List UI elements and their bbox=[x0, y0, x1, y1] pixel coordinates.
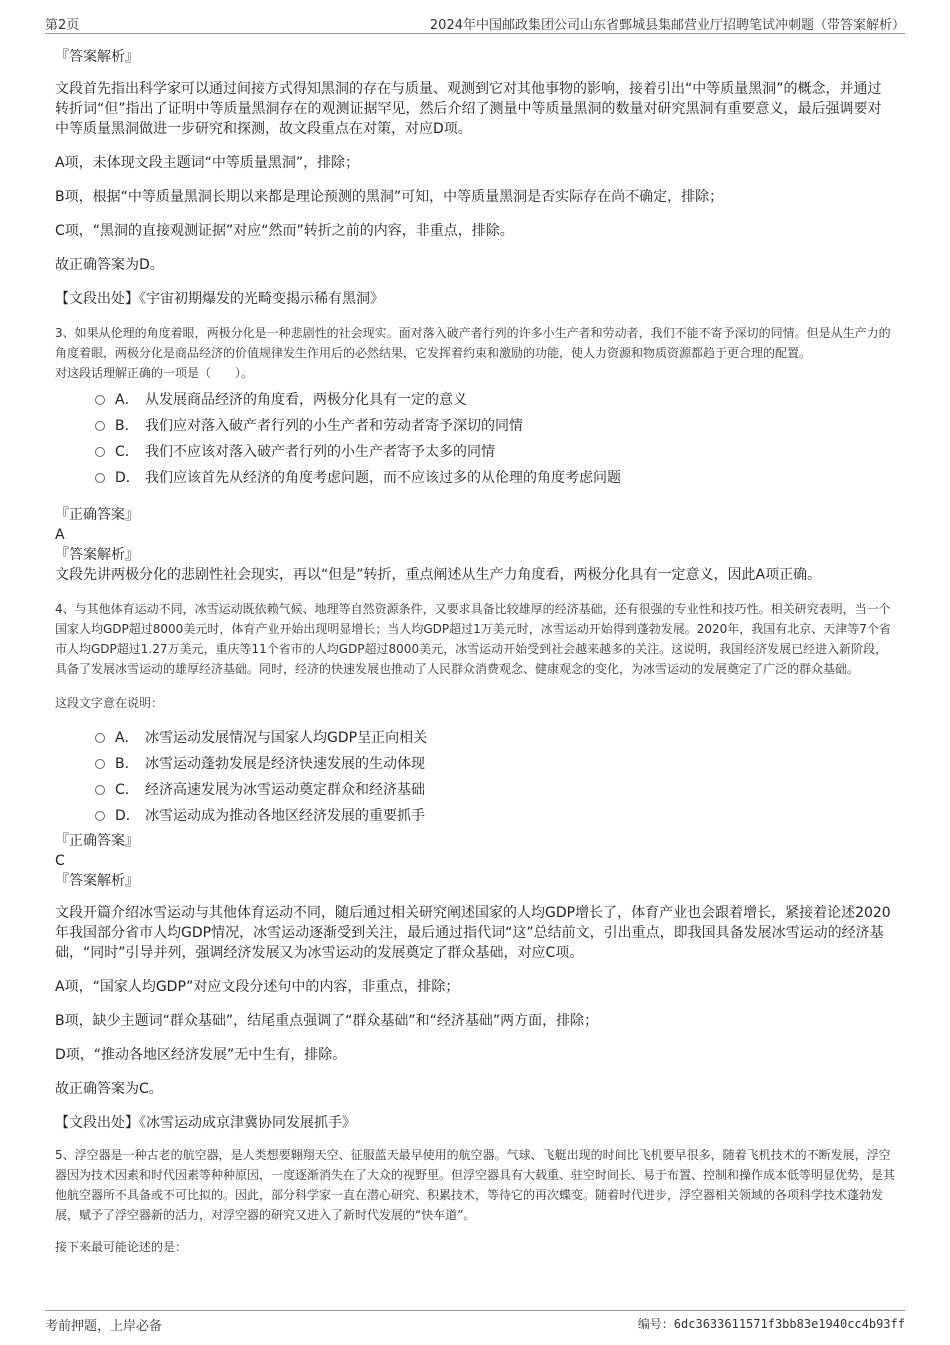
option-text: 冰雪运动成为推动各地区经济发展的重要抓手 bbox=[145, 808, 425, 824]
q4-option-b[interactable] bbox=[95, 751, 895, 777]
option-letter: D． bbox=[115, 470, 140, 486]
option-letter: C． bbox=[115, 782, 139, 798]
q3-question: 对这段话理解正确的一项是（ ）。 bbox=[55, 366, 254, 380]
option-text: 冰雪运动发展情况与国家人均GDP呈正向相关 bbox=[145, 730, 428, 746]
q4-source: 【文段出处】《冰雪运动成京津冀协同发展抓手》 bbox=[55, 1115, 356, 1131]
radio-icon[interactable] bbox=[95, 733, 105, 743]
q2-analysis-label: 『答案解析』 bbox=[55, 49, 139, 65]
q2-analysis-text: 文段首先指出科学家可以通过间接方式得知黑洞的存在与质量、观测到它对其他事物的影响，接着引出“中等质量黑洞”的概念，并通过转折词“但”指出了证明中等质量黑洞存在的观测证据罕见，然后介绍了测量中等质量黑洞的数量对研究黑洞有重要意义，最后强调要对中等质量黑洞做进一步研究和探测，故文段重点在对策，对应D项。 bbox=[55, 81, 882, 137]
q4-analysis-label: 『答案解析』 bbox=[55, 873, 139, 889]
option-letter: A． bbox=[115, 730, 139, 746]
radio-icon[interactable] bbox=[95, 421, 105, 431]
q4-option-b-note: B项，缺少主题词“群众基础”，结尾重点强调了“群众基础”和“经济基础”两方面，排除； bbox=[55, 1013, 599, 1029]
q2-option-a-note: A项，未体现文段主题词“中等质量黑洞”，排除； bbox=[55, 155, 360, 171]
radio-icon[interactable] bbox=[95, 785, 105, 795]
q5-stem: 5、浮空器是一种古老的航空器，是人类想要翱翔天空、征服蓝天最早使用的航空器。气球、飞艇出现的时间比飞机要早很多，随着飞机技术的不断发展，浮空器因为技术因素和时代因素等种种原因，一度逐渐消失在了大众的视野里。但浮空器具有大载重、驻空时间长、易于布置、控制和操作成本低等明显优势，是其他航空器所不具备或不可比拟的。因此，部分科学家一直在潜心研究、积累技术，等待它的再次蝶变。随着时代进步，浮空器相关领域的各项科学技术蓬勃发展，赋予了浮空器新的活力，对浮空器的研究又进入了新时代发展的“快车道”。 bbox=[55, 1148, 896, 1222]
q2-conclusion: 故正确答案为D。 bbox=[55, 257, 164, 273]
page-number: 第2页 bbox=[45, 18, 80, 33]
footer-slogan: 考前押题，上岸必备 bbox=[45, 1319, 163, 1334]
q3-options bbox=[95, 387, 895, 491]
q2-source: 【文段出处】《宇宙初期爆发的光畸变揭示稀有黑洞》 bbox=[55, 291, 384, 307]
q5-question: 接下来最可能论述的是： bbox=[55, 1240, 188, 1254]
header-divider bbox=[45, 33, 905, 34]
document-title: 2024年中国邮政集团公司山东省鄄城县集邮营业厅招聘笔试冲刺题（带答案解析） bbox=[429, 18, 905, 33]
q3-analysis-label: 『答案解析』 bbox=[55, 547, 139, 563]
q4-options bbox=[95, 725, 895, 829]
radio-icon[interactable] bbox=[95, 759, 105, 769]
q3-option-b[interactable] bbox=[95, 413, 895, 439]
q3-correct-label: 『正确答案』 bbox=[55, 507, 139, 523]
q4-conclusion: 故正确答案为C。 bbox=[55, 1081, 163, 1097]
option-text: 我们应对落入破产者行列的小生产者和劳动者寄予深切的同情 bbox=[145, 418, 523, 434]
option-letter: A． bbox=[115, 392, 139, 408]
q4-analysis-text: 文段开篇介绍冰雪运动与其他体育运动不同，随后通过相关研究阐述国家的人均GDP增长了，体育产业也会跟着增长，紧接着论述2020年我国部分省市人均GDP情况，冰雪运动逐渐受到关注，最后通过指代词“这”总结前文，引出重点，即我国具备发展冰雪运动的经济基础，“同时”引导并列，强调经济发展又为冰雪运动的发展奠定了群众基础，对应C项。 bbox=[55, 905, 891, 961]
q3-option-d[interactable] bbox=[95, 465, 895, 491]
option-letter: C． bbox=[115, 444, 139, 460]
radio-icon[interactable] bbox=[95, 473, 105, 483]
q3-stem: 3、如果从伦理的角度着眼，两极分化是一种悲剧性的社会现实。面对落入破产者行列的许多小生产者和劳动者，我们不能不寄予深切的同情。但是从生产力的角度着眼，两极分化是商品经济的价值规律发生作用后的必然结果，它发挥着约束和激励的功能，使人力资源和物质资源都趋于更合理的配置。 bbox=[55, 326, 891, 360]
q4-option-d[interactable] bbox=[95, 803, 895, 829]
q3-correct-answer: A bbox=[55, 527, 65, 543]
q3-option-a[interactable] bbox=[95, 387, 895, 413]
q3-option-c[interactable] bbox=[95, 439, 895, 465]
option-text: 我们不应该对落入破产者行列的小生产者寄予太多的同情 bbox=[145, 444, 495, 460]
q4-correct-answer: C bbox=[55, 853, 65, 869]
q4-option-a-note: A项，“国家人均GDP”对应文段分述句中的内容，非重点，排除； bbox=[55, 979, 460, 995]
option-letter: B． bbox=[115, 418, 139, 434]
q3-analysis-text: 文段先讲两极分化的悲剧性社会现实，再以“但是”转折，重点阐述从生产力角度看，两极分化具有一定意义，因此A项正确。 bbox=[55, 567, 822, 583]
q4-question: 这段文字意在说明： bbox=[55, 696, 164, 710]
q4-correct-label: 『正确答案』 bbox=[55, 833, 139, 849]
q4-option-a[interactable] bbox=[95, 725, 895, 751]
radio-icon[interactable] bbox=[95, 395, 105, 405]
q2-option-c-note: C项，“黑洞的直接观测证据”对应“然而”转折之前的内容，非重点，排除。 bbox=[55, 223, 514, 239]
document-code: 编号：6dc3633611571f3bb83e1940cc4b93ff bbox=[637, 1317, 905, 1331]
option-letter: B． bbox=[115, 756, 139, 772]
footer-divider bbox=[45, 1310, 905, 1311]
q4-stem: 4、与其他体育运动不同，冰雪运动既依赖气候、地理等自然资源条件，又要求具备比较雄厚的经济基础，还有很强的专业性和技巧性。相关研究表明，当一个国家人均GDP超过8000美元时，体育产业开始出现明显增长；当人均GDP超过1万美元时，冰雪运动开始得到蓬勃发展。2020年，我国有北京、天津等7个省市人均GDP超过1.27万美元，重庆等11个省市的人均GDP超过8000美元，冰雪运动开始受到社会越来越多的关注。这说明，我国经济发展已经进入新阶段，具备了发展冰雪运动的雄厚经济基础。同时，经济的快速发展也推动了人民群众消费观念、健康观念的变化，为冰雪运动的发展奠定了广泛的群众基础。 bbox=[55, 602, 891, 676]
radio-icon[interactable] bbox=[95, 811, 105, 821]
option-text: 从发展商品经济的角度看，两极分化具有一定的意义 bbox=[145, 392, 467, 408]
option-text: 我们应该首先从经济的角度考虑问题，而不应该过多的从伦理的角度考虑问题 bbox=[145, 470, 621, 486]
radio-icon[interactable] bbox=[95, 447, 105, 457]
option-text: 经济高速发展为冰雪运动奠定群众和经济基础 bbox=[145, 782, 425, 798]
q2-option-b-note: B项，根据“中等质量黑洞长期以来都是理论预测的黑洞”可知，中等质量黑洞是否实际存在尚不确定，排除； bbox=[55, 189, 724, 205]
page-content bbox=[55, 45, 895, 1257]
q4-option-d-note: D项，“推动各地区经济发展”无中生有，排除。 bbox=[55, 1047, 347, 1063]
option-letter: D． bbox=[115, 808, 140, 824]
option-text: 冰雪运动蓬勃发展是经济快速发展的生动体现 bbox=[145, 756, 425, 772]
q4-option-c[interactable] bbox=[95, 777, 895, 803]
page-header bbox=[45, 14, 905, 34]
